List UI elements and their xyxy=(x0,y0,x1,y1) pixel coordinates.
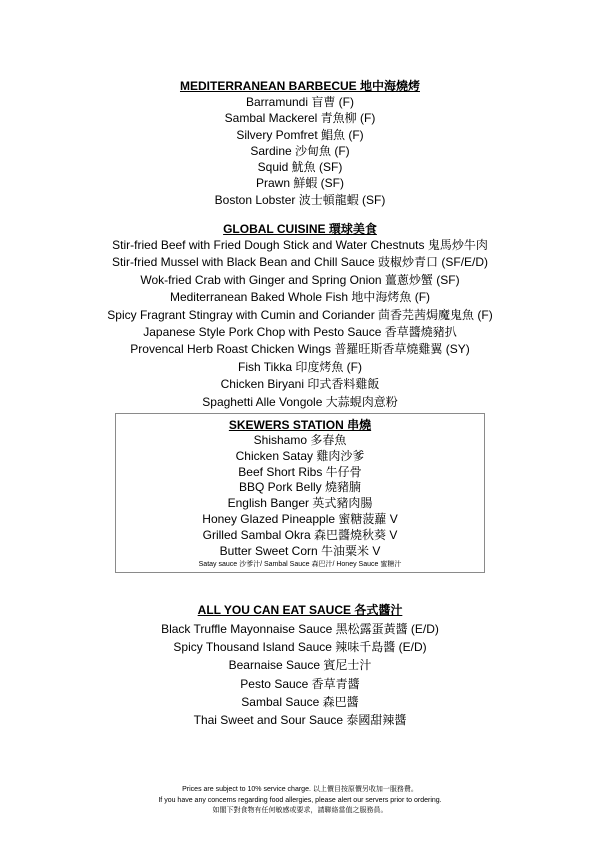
menu-item: Fish Tikka 印度烤魚 (F) xyxy=(237,359,362,374)
section-title: GLOBAL CUISINE 環球美食 xyxy=(223,222,377,236)
menu-item: Spicy Fragrant Stingray with Cumin and Coriander 茴香芫茜焗魔鬼魚 (F) xyxy=(107,307,493,322)
menu-item: Beef Short Ribs 牛仔骨 xyxy=(238,464,362,479)
menu-item: Barramundi 盲曹 (F) xyxy=(245,95,355,109)
global-cuisine-section xyxy=(0,221,600,411)
menu-item: English Banger 英式豬肉腸 xyxy=(227,496,373,511)
menu-item: Prawn 鮮蝦 (SF) xyxy=(255,176,344,191)
sauce-section xyxy=(0,602,600,729)
menu-item: Chicken Biryani 印式香料雞飯 xyxy=(220,377,380,392)
section-title: ALL YOU CAN EAT SAUCE 各式醬汁 xyxy=(197,603,403,617)
allergy-note: If you have any concerns regarding food allergies, please alert our servers prior to ordering. xyxy=(158,796,442,804)
menu-item: Butter Sweet Corn 牛油粟米 V xyxy=(219,543,381,558)
footer-notes xyxy=(0,785,600,817)
menu-item: Mediterranean Baked Whole Fish 地中海烤魚 (F) xyxy=(169,290,431,305)
menu-item: Thai Sweet and Sour Sauce 泰國甜辣醬 xyxy=(193,713,407,728)
sauce-note: Satay sauce 沙爹汁/ Sambal Sauce 森巴汁/ Honey Sauce 蜜糖汁 xyxy=(198,561,402,569)
menu-item: Honey Glazed Pineapple 蜜糖菠蘿 V xyxy=(202,511,398,526)
service-charge-note: Prices are subject to 10% service charge. 以上價目按原價另收加一服務費。 xyxy=(182,786,418,793)
menu-item: Spaghetti Alle Vongole 大蒜蜆肉意粉 xyxy=(202,394,398,409)
section-title: MEDITERRANEAN BARBECUE 地中海燒烤 xyxy=(179,79,420,93)
menu-item: Silvery Pomfret 鯧魚 (F) xyxy=(236,127,364,142)
menu-item: Chicken Satay 雞肉沙爹 xyxy=(235,448,365,463)
skewers-station-box xyxy=(115,413,485,573)
menu-item: Boston Lobster 波士頓龍蝦 (SF) xyxy=(214,192,386,207)
menu-item: Squid 魷魚 (SF) xyxy=(257,160,343,175)
menu-item: Japanese Style Pork Chop with Pesto Sauce 香草醬燒豬扒 xyxy=(143,325,457,340)
menu-item: Black Truffle Mayonnaise Sauce 黑松露蛋黃醬 (E/D) xyxy=(161,622,439,636)
menu-item: Bearnaise Sauce 賓尼士汁 xyxy=(228,658,372,673)
menu-item: Wok-fried Crab with Ginger and Spring Onion 薑蔥炒蟹 (SF) xyxy=(140,272,460,287)
menu-item: Sambal Mackerel 青魚柳 (F) xyxy=(224,111,376,126)
allergy-note-chinese: 如閣下對食物有任何敏感或要求，請聯絡當值之服務員。 xyxy=(212,807,388,814)
menu-item: BBQ Pork Belly 燒豬腩 xyxy=(238,480,362,495)
mediterranean-barbecue-section xyxy=(0,78,600,208)
menu-item: Provencal Herb Roast Chicken Wings 普羅旺斯香草燒雞翼 (SY) xyxy=(130,342,470,357)
menu-item: Spicy Thousand Island Sauce 辣味千島醬 (E/D) xyxy=(173,640,427,655)
menu-item: Stir-fried Beef with Fried Dough Stick and Water Chestnuts 鬼馬炒牛肉 xyxy=(112,238,488,252)
menu-item: Sardine 沙甸魚 (F) xyxy=(250,143,350,158)
menu-item: Stir-fried Mussel with Black Bean and Chill Sauce 豉椒炒青口 (SF/E/D) xyxy=(111,255,489,270)
section-title: SKEWERS STATION 串燒 xyxy=(228,418,372,432)
menu-item: Pesto Sauce 香草青醬 xyxy=(240,676,360,691)
menu-item: Sambal Sauce 森巴醬 xyxy=(241,694,359,709)
menu-item: Shishamo 多春魚 xyxy=(253,433,347,447)
menu-item: Grilled Sambal Okra 森巴醬燒秋葵 V xyxy=(202,527,398,542)
